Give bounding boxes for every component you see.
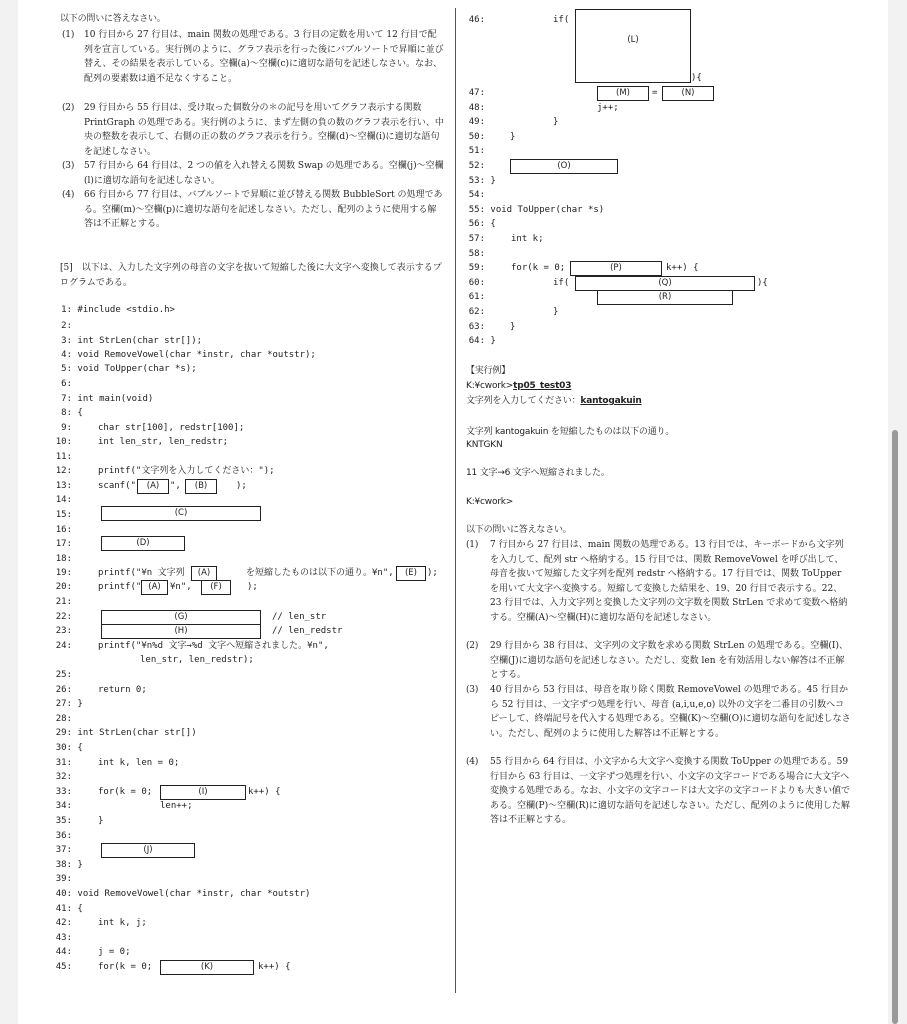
line-number: 26: <box>55 685 72 695</box>
code-fragment: ){ <box>691 73 702 83</box>
q4-text: 66 行目から 77 行目は、バブルソートで昇順に並び替える関数 BubbleSort の処理である。空欄(m)～空欄(p)に適切な語句を記述しなさい。ただし、配列のように使用する解答は不正解とする。 <box>84 190 443 229</box>
line-number: 28: <box>55 714 72 724</box>
line-number: 9: <box>61 423 72 433</box>
code-fragment: を短縮したものは以下の通り。¥n", <box>246 568 394 578</box>
line-number: 55: <box>468 205 485 215</box>
code-line: int k; <box>511 234 544 244</box>
line-number: 38: <box>55 860 72 870</box>
code-fragment: if( <box>553 278 570 288</box>
code-line: printf("文字列を入力してください："); <box>98 466 275 476</box>
code-line: #include <stdio.h> <box>77 305 175 315</box>
code-line: len++; <box>160 801 193 811</box>
code-line: for(k = 0; <box>511 263 566 273</box>
line-number: 53: <box>468 176 485 186</box>
code-line: void RemoveVowel(char *instr, char *outstr) <box>77 889 311 899</box>
line-number: 42: <box>55 918 72 928</box>
line-number: 50: <box>468 132 485 142</box>
blank-n[interactable]: (N) <box>662 86 714 101</box>
blank-a-19[interactable]: (A) <box>191 566 217 581</box>
code-line: { <box>77 408 83 418</box>
code-line: } <box>98 816 104 826</box>
line-number: 30: <box>55 743 72 753</box>
q2-text: 29 行目から 55 行目は、受け取った個数分の＊の記号を用いてグラフ表示する関数 PrintGraph の処理である。実行例のように、まず左側の負の数のグラフ表示を行い、中央の整数を表示して、右側の正の数のグラフ表示を行う。空欄(d)～空欄(i)に適切な語句を記述しなさい。 <box>84 103 444 157</box>
code-line: len_str, len_redstr); <box>140 655 254 665</box>
rq1-text: 7 行目から 27 行目は、main 関数の処理である。13 行目では、キーボードから文字列を入力して、配列 str へ格納する。15 行目では、関数 RemoveVowel を呼び出して、母音を抜いて短縮した文字列を配列 redstr へ格納する。17 行目では、関数 ToUpper を用いて大文字へ変換する。短縮して変換した結果を、19、20 行目で表示する。22、23 行目では、入力文字列と変換した文字列の文字数を関数 StrLen で求めて変数へ格納する。空欄(A)～空欄(H)に適切な語句を記述しなさい。 <box>490 540 848 623</box>
line-number: 24: <box>55 641 72 651</box>
example-prompt-end: K:¥cwork> <box>466 497 514 507</box>
left-intro: 以下の問いに答えなさい。 <box>60 14 166 24</box>
blank-e[interactable]: (E) <box>396 566 426 581</box>
code-line: int k, j; <box>98 918 147 928</box>
line-number: 7: <box>61 394 72 404</box>
section5-heading: [5] 以下は、入力した文字列の母音の文字を抜いて短縮した後に大文字へ変換して表示するプログラムである。 <box>60 263 442 288</box>
code-line: printf(" <box>98 582 142 592</box>
blank-a[interactable]: (A) <box>137 479 169 494</box>
code-line: int StrLen(char str[]) <box>77 728 197 738</box>
line-number: 45: <box>55 962 72 972</box>
line-number: 49: <box>468 117 485 127</box>
blank-m[interactable]: (M) <box>597 86 649 101</box>
line-number: 11: <box>55 452 72 462</box>
scrollbar[interactable] <box>892 430 898 1024</box>
code-line: printf("¥n 文字列 <box>98 568 185 578</box>
line-number: 54: <box>468 190 485 200</box>
line-number: 43: <box>55 933 72 943</box>
code-line: } <box>510 132 516 142</box>
code-line: void RemoveVowel(char *instr, char *outstr); <box>77 350 316 360</box>
rq4-text: 55 行目から 64 行目は、小文字から大文字へ変換する関数 ToUpper の処理である。59 行目から 63 行目は、一文字ずつ処理を行い、小文字の文字コードである場合に大文字へ変換する処理である。なお、小文字の文字コードは大文字の文字コードよりも大きい値である。空欄(P)～空欄(R)に適切な語句を記述しなさい。ただし、配列のように使用した解答は不正解とする。 <box>490 757 851 825</box>
line-number: 27: <box>55 699 72 709</box>
q4-number: (4) <box>62 190 75 200</box>
line-number: 41: <box>55 904 72 914</box>
code-line: scanf(" <box>98 481 136 491</box>
blank-l[interactable]: (L) <box>575 9 691 83</box>
code-line: } <box>553 307 559 317</box>
blank-j[interactable]: (J) <box>101 843 195 858</box>
code-fragment: ); <box>247 582 258 592</box>
line-number: 39: <box>55 874 72 884</box>
code-fragment: k++) { <box>258 962 291 972</box>
q1-number: (1) <box>62 30 75 40</box>
line-number: 5: <box>61 364 72 374</box>
code-line: } <box>77 699 83 709</box>
blank-c[interactable]: (C) <box>101 506 261 521</box>
line-number: 37: <box>55 845 72 855</box>
line-number: 16: <box>55 525 72 535</box>
line-number: 32: <box>55 772 72 782</box>
blank-b[interactable]: (B) <box>185 479 217 494</box>
rq2-text: 29 行目から 38 行目は、文字列の文字数を求める関数 StrLen の処理である。空欄(I)、空欄(J)に適切な語句を記述しなさい。ただし、変数 len を有効活用しない解答は不正解とする。 <box>490 641 848 680</box>
line-number: 33: <box>55 787 72 797</box>
blank-f[interactable]: (F) <box>201 580 231 595</box>
q2-number: (2) <box>62 103 75 113</box>
code-line: } <box>510 322 516 332</box>
rq1-number: (1) <box>466 540 479 550</box>
line-number: 47: <box>468 88 485 98</box>
line-number: 2: <box>61 321 72 331</box>
line-number: 21: <box>55 597 72 607</box>
rq2-number: (2) <box>466 641 479 651</box>
example-command-line <box>466 379 571 393</box>
line-number: 6: <box>61 379 72 389</box>
example-output-2: KNTGKN <box>466 440 503 450</box>
code-fragment: ¥n", <box>170 582 192 592</box>
prompt: K:¥cwork> <box>466 381 514 391</box>
line-number: 17: <box>55 539 72 549</box>
line-number: 61: <box>468 292 485 302</box>
line-number: 19: <box>55 568 72 578</box>
blank-q[interactable]: (Q) <box>575 276 755 291</box>
code-line: } <box>490 176 496 186</box>
line-number: 14: <box>55 495 72 505</box>
line-number: 46: <box>468 15 485 25</box>
code-line: } <box>77 860 83 870</box>
line-number: 20: <box>55 582 72 592</box>
code-line: { <box>77 904 83 914</box>
code-fragment: k++) { <box>666 263 699 273</box>
line-number: 13: <box>55 481 72 491</box>
blank-h[interactable]: (H) <box>101 624 261 639</box>
code-line: return 0; <box>98 685 147 695</box>
code-line: int main(void) <box>77 394 154 404</box>
code-line: printf("¥n%d 文字→%d 文字へ短縮されました。¥n", <box>98 641 329 651</box>
blank-o[interactable]: (O) <box>510 159 618 174</box>
blank-k[interactable]: (K) <box>160 960 254 975</box>
line-number: 18: <box>55 554 72 564</box>
blank-p[interactable]: (P) <box>570 261 662 276</box>
line-number: 58: <box>468 249 485 259</box>
line-number: 57: <box>468 234 485 244</box>
q3-text: 57 行目から 64 行目は、2 つの値を入れ替える関数 Swap の処理である。空欄(j)～空欄(l)に適切な語句を記述しなさい。 <box>84 161 444 186</box>
code-line: if( <box>553 15 570 25</box>
code-fragment: ); <box>236 481 247 491</box>
line-number: 59: <box>468 263 485 273</box>
line-number: 36: <box>55 831 72 841</box>
example-heading: 【実行例】 <box>466 366 511 376</box>
line-number: 48: <box>468 103 485 113</box>
right-intro: 以下の問いに答えなさい。 <box>466 525 572 535</box>
line-number: 3: <box>61 336 72 346</box>
line-number: 56: <box>468 219 485 229</box>
blank-a-20[interactable]: (A) <box>141 580 168 595</box>
line-number: 35: <box>55 816 72 826</box>
line-number: 12: <box>55 466 72 476</box>
code-fragment: ", <box>170 481 181 491</box>
blank-g[interactable]: (G) <box>101 610 261 625</box>
code-line: } <box>490 336 496 346</box>
code-line: int len_str, len_redstr; <box>98 437 229 447</box>
line-number: 64: <box>468 336 485 346</box>
code-line: j++; <box>597 103 619 113</box>
rq4-number: (4) <box>466 757 479 767</box>
line-number: 31: <box>55 758 72 768</box>
user-input: kantogakuin <box>580 396 642 406</box>
example-output-3: 11 文字→6 文字へ短縮されました。 <box>466 468 610 478</box>
command: tp05_test03 <box>513 381 572 391</box>
code-fragment: = <box>652 88 658 98</box>
line-number: 8: <box>61 408 72 418</box>
line-number: 62: <box>468 307 485 317</box>
code-line: { <box>77 743 83 753</box>
code-line: char str[100], redstr[100]; <box>98 423 245 433</box>
code-line: int k, len = 0; <box>98 758 180 768</box>
blank-d[interactable]: (D) <box>101 536 185 551</box>
example-output-1: 文字列 kantogakuin を短縮したものは以下の通り。 <box>466 427 675 437</box>
code-line: void ToUpper(char *s); <box>77 364 197 374</box>
line-number: 40: <box>55 889 72 899</box>
code-fragment: ); <box>427 568 438 578</box>
line-number: 51: <box>468 146 485 156</box>
line-number: 25: <box>55 670 72 680</box>
line-number: 22: <box>55 612 72 622</box>
q1-text: 10 行目から 27 行目は、main 関数の処理である。3 行目の定数を用いて 12 行目で配列を宣言している。実行例のように、グラフ表示を行った後にバブルソートで昇順に並び替え、その結果を表示している。空欄(a)～空欄(c)に適切な語句を記述しなさい。なお、配列の要素数は過不足なくすること。 <box>84 30 444 84</box>
code-line: } <box>553 117 559 127</box>
code-line: for(k = 0; <box>98 787 153 797</box>
line-number: 1: <box>61 305 72 315</box>
example-input-line <box>466 394 642 408</box>
line-number: 4: <box>61 350 72 360</box>
code-line: for(k = 0; <box>98 962 153 972</box>
q3-number: (3) <box>62 161 75 171</box>
code-comment: // len_redstr <box>272 626 343 636</box>
column-divider <box>455 8 456 993</box>
line-number: 34: <box>55 801 72 811</box>
code-fragment: k++) { <box>248 787 281 797</box>
input-prompt: 文字列を入力してください： <box>466 396 581 406</box>
blank-i[interactable]: (I) <box>160 785 246 800</box>
line-number: 44: <box>55 947 72 957</box>
rq3-text: 40 行目から 53 行目は、母音を取り除く関数 RemoveVowel の処理である。45 行目から 52 行目は、一文字ずつ処理を行い、母音 (a,i,u,e,o) 以外の文字を二番目の引数へコピーして、終端記号を代入する処理である。空欄(K)～空欄(O)に適切な語句を記述しなさい。ただし、配列のように使用した解答は不正解とする。 <box>490 685 851 739</box>
code-comment: // len_str <box>272 612 327 622</box>
line-number: 52: <box>468 161 485 171</box>
line-number: 60: <box>468 278 485 288</box>
code-line: j = 0; <box>98 947 131 957</box>
line-number: 29: <box>55 728 72 738</box>
line-number: 23: <box>55 626 72 636</box>
line-number: 10: <box>55 437 72 447</box>
blank-r[interactable]: (R) <box>597 290 733 305</box>
line-number: 63: <box>468 322 485 332</box>
rq3-number: (3) <box>466 685 479 695</box>
code-line: { <box>490 219 496 229</box>
line-number: 15: <box>55 510 72 520</box>
code-line: void ToUpper(char *s) <box>490 205 605 215</box>
code-fragment: ){ <box>757 278 768 288</box>
code-line: int StrLen(char str[]); <box>77 336 203 346</box>
